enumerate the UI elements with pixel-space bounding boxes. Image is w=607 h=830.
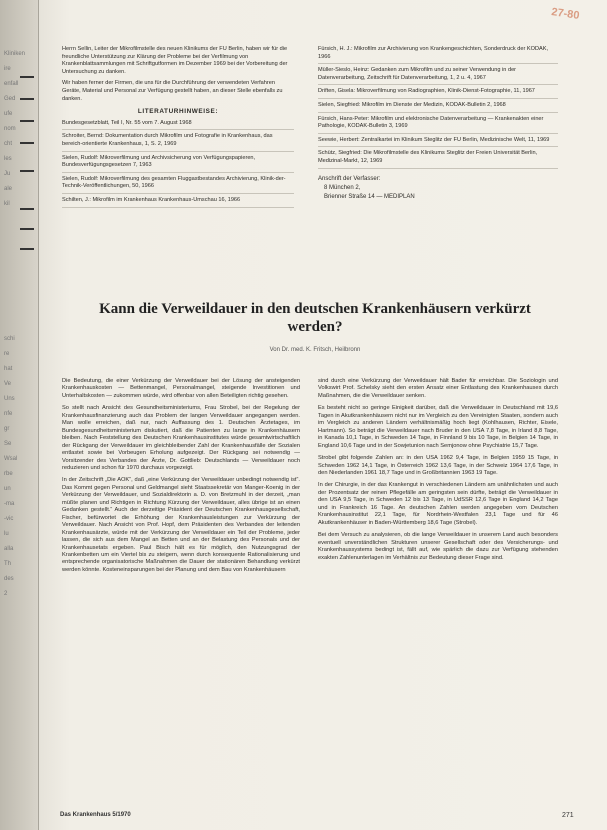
body-paragraph: Strobel gibt folgende Zahlen an: in den USA 1962 9,4 Tage, in Belgien 1959 15 Tage, in Schweden 1962 14,1 Tage, in Österreich 1962 13,6 Tage, in der Schweiz 1964 17,6 Tage, in den Niederlanden 1961 18,7 Tage und in Großbritannien 1963 19 Tage. bbox=[318, 455, 558, 476]
margin-fragment: kil bbox=[4, 201, 10, 207]
body-paragraph: In der Chirurgie, in der das Krankengut in verschiedenen Ländern am unähnlichsten und auch der Prozentsatz der reinen Pflegefälle am geringsten sein dürfte, beträgt die Verweildauer in den USA 9,5 Tage, in Schweden 12 bis 13 Tage, in UdSSR 12,6 Tage in England 14,2 Tage und in Frankreich 16 Tage. An deutschen Zahlen werden angegeben vom Deutschen Krankenhausinstitut 22,1 Tage, für Nordrhein-Westfalen 23,1 Tage und für 46 Akutkrankenhäuser in Baden-Württemberg 18,6 Tage (Strobel). bbox=[318, 482, 558, 526]
address-line: 8 München 2, bbox=[324, 184, 361, 191]
thanks-paragraph: Wir haben ferner der Firmen, die uns für die Durchführung der verwendeten Verfahren Geräte, Material und Personal zur Verfügung gestellt haben, an dieser Stelle ebenfalls zu danken. bbox=[62, 80, 283, 102]
body-paragraph: Die Bedeutung, die einer Verkürzung der Verweildauer bei der Lösung der ansteigenden Krankenhauskosten — Bettenmangel, Personalmangel, steigende Investitionen und Unterhaltskosten — zukommen würde, wird offenbar von allen Beteiligten richtig gesehen. bbox=[62, 378, 300, 399]
margin-fragment: re bbox=[4, 351, 10, 357]
top-right-column bbox=[318, 46, 558, 202]
body-paragraph: In der Zeitschrift „Die AOK“, daß „eine Verkürzung der Verweildauer unbedingt notwendig ist“. Das Kommt gegen Personal und Geldmangel sieht Staatssekretär von Manger-Koenig in der Verkürzung der Verweildauer, und Sozialdirektorin a. D. von Bretzmuhl in der derzeit, „man müßte planen und Richtigen in Richtung Kürzung der Verweildauer, alles übrige ist an einen Gedanken gestellt.“ Auch der derzeitige Präsident der Deutschen Krankenhausgesellschaft, Fischer, befürwortet die Erhöhung der Krankenhausleistungen zur Verkürzung der Verweildauer. Nach Ansicht von Prof. Hopf, dem Präsidenten des Verbandes der leitenden Krankenhausärzte, würde mit der Verkürzung der Verweildauer ein Teil der Probleme, jeder lassen, die sich aus dem Mangel an Betten und an der Belastung des Personals und der Krankenhausetats ergeben. Paul Bisch hält es für möglich, den Nutzungsgrad der Krankenbetten um ein Viertel bis zu steigern, wenn durch konsequente Rationalisierung und entsprechende organisatorische Maßnahmen die Dauer der stationären Behandlung verkürzt werden könnte. Kosteneinsparungen bei der Planung und dem Bau von Krankenhäusern bbox=[62, 477, 300, 573]
reference-item: Sielen, Rudolf: Mikroverfilmung und Archivsicherung von Verfügungspapieren, Bundesverfügungsgesetzen 7, 1963 bbox=[62, 155, 294, 173]
margin-fragment: ufe bbox=[4, 111, 13, 117]
body-paragraph: So stellt nach Ansicht des Gesundheitsministeriums, Frau Strobel, bei der Regelung der Krankenhausfinanzierung auch das Problem der langen Verweildauer angegangen werden. Man wolle erreichen, daß nur, nach Auffassung des 1. Deutschen Ärztetages, im Bundesgesundheitsministerium diskutiert, daß die Patienten zu lange in Krankenhäusern bleiben. Nach Feststellung des Deutschen Krankenhausinstitutes würde gesamtwirtschaftlich der Rückgang der Verweildauer im gleichbleibender Zahl der Krankenhausfälle der Sozialen entlastet sowie bei Vorbeugen Erholung aufgezeigt. Der Rückgang sei notwendig — Vorsitzender des Verbandes der Ärzte, Dr. Gottlieb: Deutschlands — Verweildauer noch reduzieren und schon für 1970 durchaus vorgezeigt. bbox=[62, 405, 300, 471]
reference-item: Bundesgesetzblatt, Teil I, Nr. 55 vom 7. August 1968 bbox=[62, 120, 294, 131]
margin-fragment: Kliniken bbox=[4, 51, 26, 57]
body-paragraph: Bei dem Versuch zu analysieren, ob die lange Verweildauer in unserem Land auch besonders eventuell unverständlichen Strukturen unserer Gesellschaft oder des Versicherungs- und Krankenhaussystems bedingt ist, fällt auf, wie spärlich die dazu zur Verfügung stehenden exakten Zahlenunterlagen im Verhältnis zur Bedeutung dieser Frage sind. bbox=[318, 532, 558, 561]
margin-fragment: Th bbox=[4, 561, 12, 567]
reference-item: Fürsich, H. J.: Mikrofilm zur Archivierung von Krankengeschichten, Sonderdruck der KODAK, 1966 bbox=[318, 46, 558, 64]
reference-item: Driften, Gisela: Mikroverfilmung von Radiographien, Klinik-Dienst-Fotographie, 11, 1967 bbox=[318, 88, 558, 99]
reference-item: Müller-Sieslo, Heinz: Gedanken zum Mikrofilm und zu seiner Verwendung in der Datenverarbeitung, Zeitschrift für Datenverarbeitung, 1, 2 u. 4, 1967 bbox=[318, 67, 558, 85]
reference-item: Schütz, Siegfried: Die Mikrofilmstelle des Klinikums Steglitz der Freien Universität Berlin, Medizinal-Markt, 12, 1969 bbox=[318, 150, 558, 168]
margin-fragment: Ged bbox=[4, 96, 16, 102]
margin-fragment: cht bbox=[4, 141, 13, 147]
address-label: Anschrift der Verfasser: bbox=[318, 175, 381, 182]
reference-item: Fürsich, Hans-Peter: Mikrofilm und elektronische Datenverarbeitung — Krankenakten einer Pathologie, KODAK-Bulletin 3, 1969 bbox=[318, 116, 558, 134]
margin-fragment: hat bbox=[4, 366, 13, 372]
margin-fragment: enfall bbox=[4, 81, 19, 87]
margin-fragment: nom bbox=[4, 126, 16, 132]
literature-heading: LITERATURHINWEISE: bbox=[137, 108, 219, 116]
margin-fragment: Wsal bbox=[4, 456, 18, 462]
margin-fragment: ire bbox=[4, 66, 11, 72]
margin-fragment: Ju bbox=[4, 171, 11, 177]
margin-fragment: 2 bbox=[4, 591, 8, 597]
margin-fragment: alla bbox=[4, 546, 14, 552]
margin-fragment: les bbox=[4, 156, 12, 162]
intro-paragraph: Herrn Sellin, Leiter der Mikrofilmstelle des neuen Klinikums der FU Berlin, haben wir für die freundliche Unterstützung zur Klärung der Probleme bei der Verfilmung von Krankenblattsammlungen mit Schriftgutformen im Dezember 1969 bei der Vorbereitung der Untersuchung zu danken. bbox=[62, 46, 288, 75]
margin-fragment: schi bbox=[4, 336, 15, 342]
top-left-column bbox=[62, 46, 294, 211]
address-line: Brienner Straße 14 — MEDIPLAN bbox=[324, 193, 415, 200]
margin-fragment: des bbox=[4, 576, 14, 582]
margin-fragment: -ma bbox=[4, 501, 15, 507]
margin-rule bbox=[20, 120, 34, 122]
margin-fragment: un bbox=[4, 486, 11, 492]
page-stamp: 27-80 bbox=[550, 6, 581, 22]
page-number: 271 bbox=[562, 812, 574, 819]
margin-fragment: lu bbox=[4, 531, 9, 537]
margin-fragment: Ve bbox=[4, 381, 12, 387]
author-address bbox=[318, 175, 558, 202]
margin-fragment: -vic bbox=[4, 516, 14, 522]
body-paragraph: Es besteht nicht so geringe Einigkeit darüber, daß die Verweildauer in Deutschland mit 19,6 Tagen in Akutkrankenhäusern nicht nur im Vergleich zu den Vereinigten Staaten, sondern auch im Vergleich zu anderen Ländern verhältnismäßig hoch liegt (Kohlhausen, Richter, Eisele, Hartmann). So beträgt die Verweildauer nach Bruder in den USA 7,8 Tage, in Irland 8,8 Tage, in Kanada 10,1 Tage, in Schweden 14 Tage, in Finnland 9 bis 10 Tage, in Belgien 14 Tage, in England 10,6 Tage und in der Sowjetunion nach Semjonow ohne Psychiatrie 15,7 Tage. bbox=[318, 405, 558, 449]
article-author: Von Dr. med. K. Fritsch, Heilbronn bbox=[269, 347, 361, 353]
reference-item: Schilten, J.: Mikrofilm im Krankenhaus Krankenhaus-Umschau 16, 1966 bbox=[62, 197, 294, 208]
margin-fragment: Uns bbox=[4, 396, 15, 402]
article-right-column bbox=[318, 378, 558, 806]
article-title: Kann die Verweildauer in den deutschen Krankenhäusern verkürzt werden? bbox=[99, 301, 531, 335]
margin-fragment: ale bbox=[4, 186, 13, 192]
left-margin-strip bbox=[0, 0, 39, 830]
margin-rule bbox=[20, 208, 34, 210]
margin-rule bbox=[20, 248, 34, 250]
body-paragraph: sind durch eine Verkürzung der Verweildauer hält Bader für erreichbar. Die Soziologin und Volkswirt Prof. Schelsky sieht den ersten Ansatz einer Entlastung des Krankenhauses durch Maßnahmen, die die Verweildauer senken. bbox=[318, 378, 558, 399]
reference-item: Schroiter, Bernd: Dokumentation durch Mikrofilm und Fotografie in Krankenhaus, das bereich-orientierte Krankenhaus, 1, S. 2, 1969 bbox=[62, 133, 294, 151]
article-left-column bbox=[62, 378, 300, 806]
journal-footer: Das Krankenhaus 5/1970 bbox=[60, 812, 131, 818]
reference-item: Sielen, Rudolf: Mikroverfilmung des gesamten Fluggastbestandes Archivierung, Klinik-der-Technik-Veröffentlichungen, 50, 1966 bbox=[62, 176, 294, 194]
reference-item: Sielen, Siegfried: Mikrofilm im Dienste der Medizin, KODAK-Bulletin 2, 1968 bbox=[318, 102, 558, 113]
margin-rule bbox=[20, 228, 34, 230]
reference-item: Seewie, Herbert: Zentralkartei im Klinikum Steglitz der FU Berlin, Medizinische Welt, 11, 1969 bbox=[318, 137, 558, 148]
margin-fragment: nfe bbox=[4, 411, 13, 417]
margin-rule bbox=[20, 76, 34, 78]
margin-fragment: gr bbox=[4, 426, 10, 432]
margin-fragment: rbe bbox=[4, 471, 13, 477]
margin-fragment: Se bbox=[4, 441, 12, 447]
